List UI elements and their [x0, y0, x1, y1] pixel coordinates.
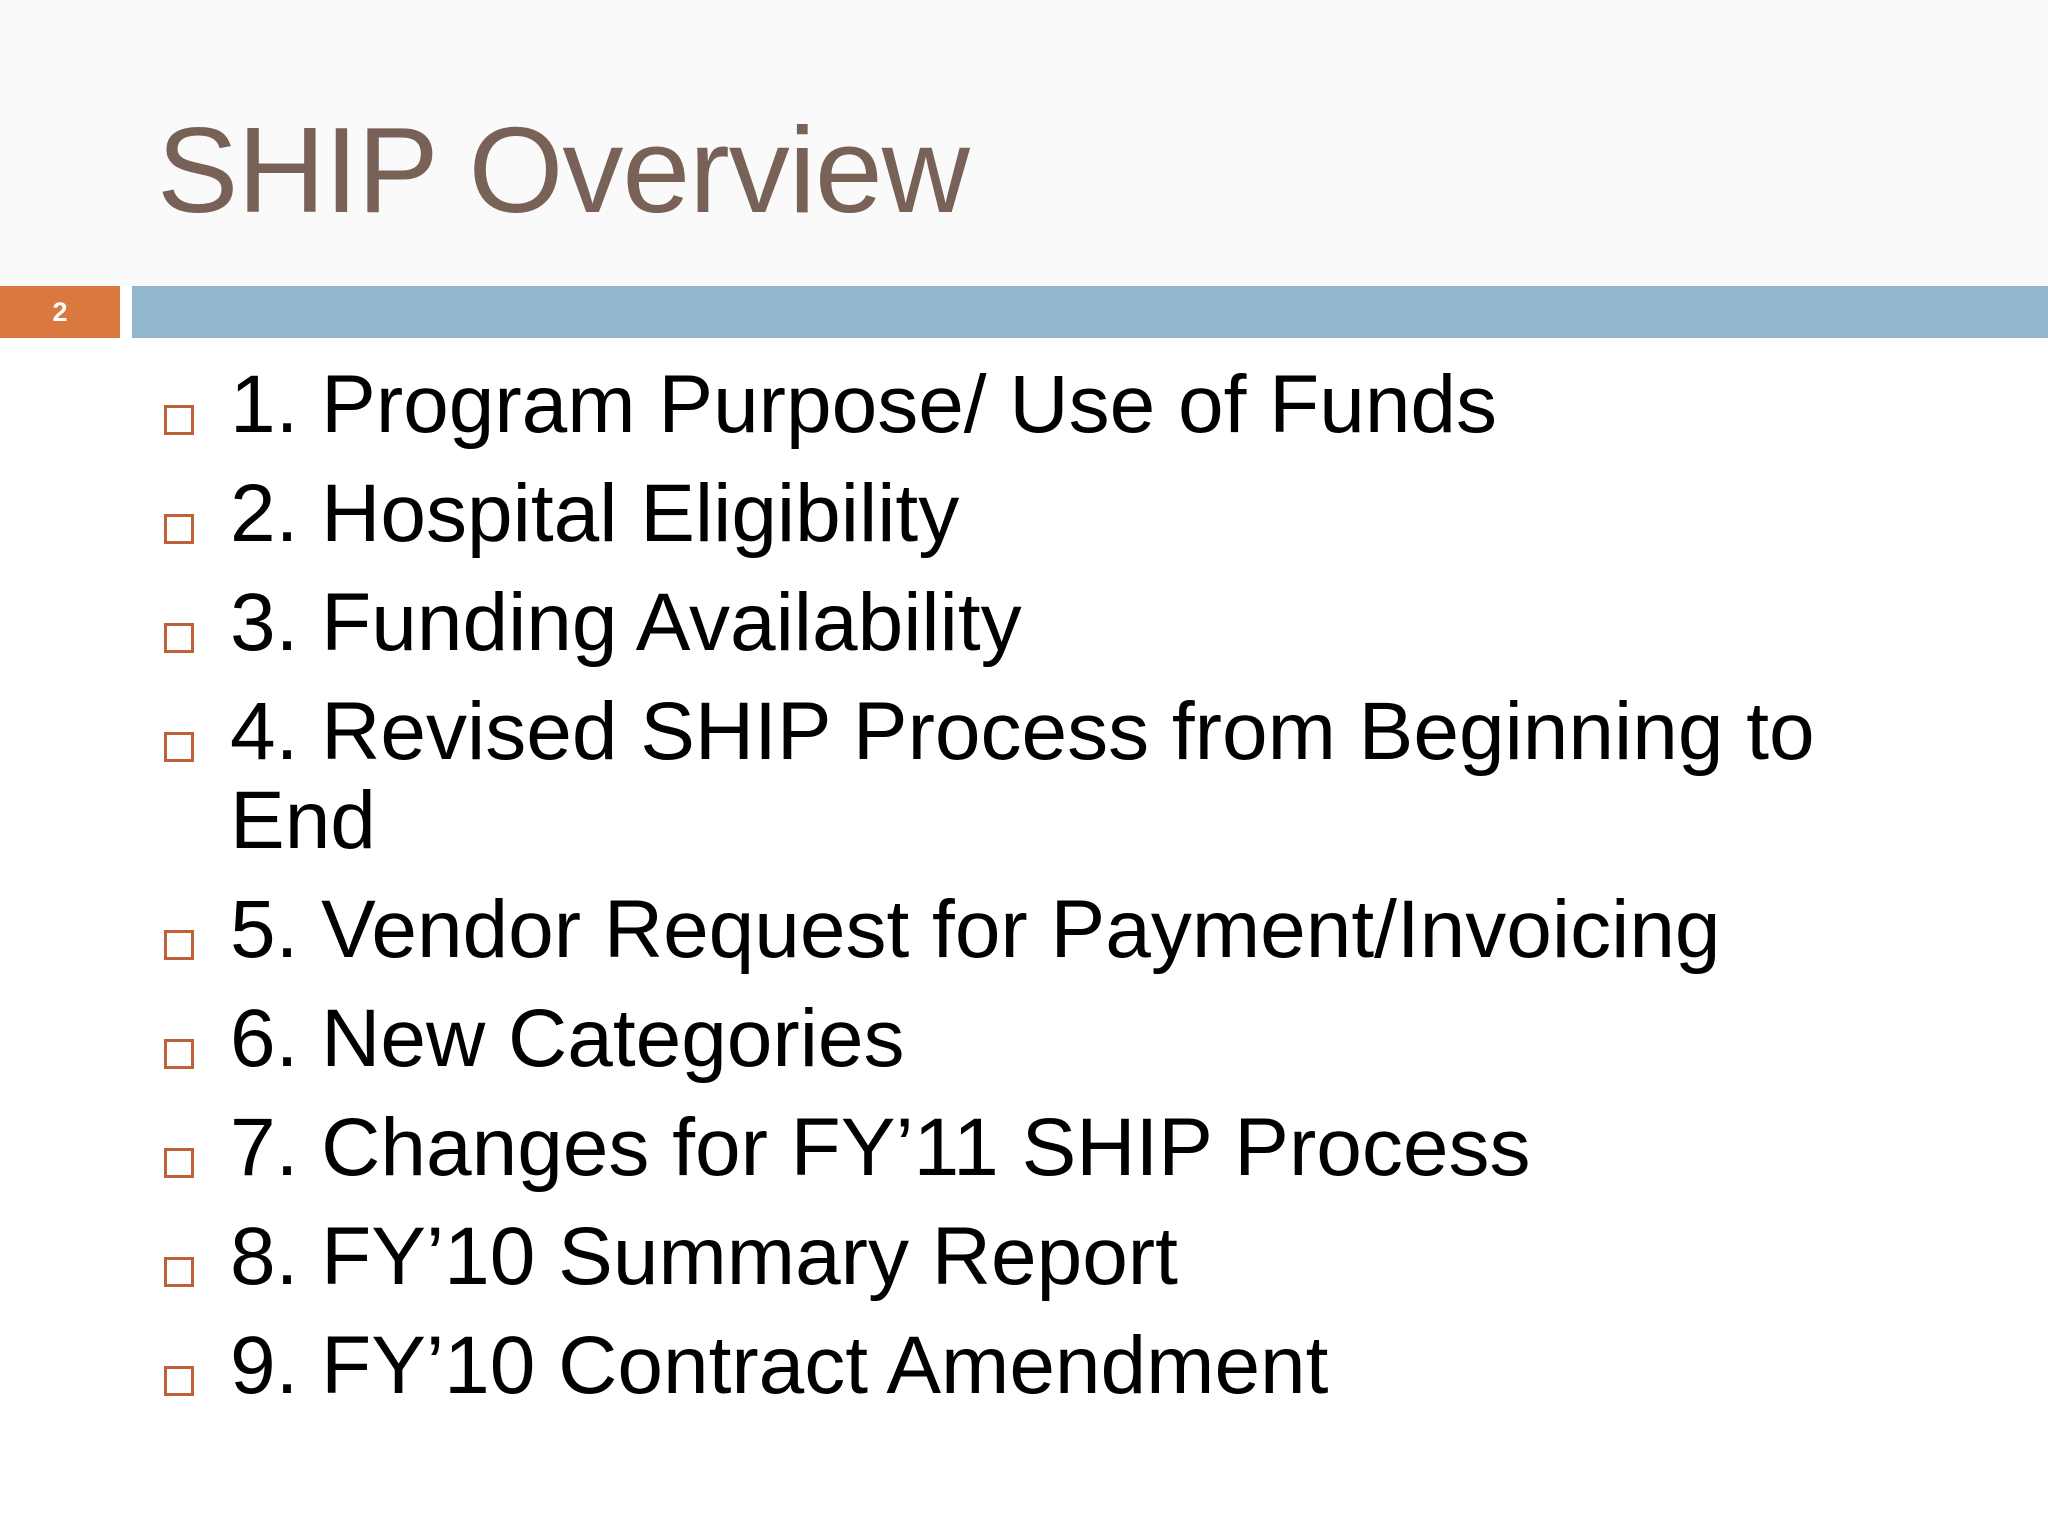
hollow-square-bullet-icon [164, 623, 194, 653]
bullet-text: 3. Funding Availability [230, 577, 1022, 668]
bullet-item [158, 1103, 1858, 1192]
bullet-text: 6. New Categories [230, 993, 905, 1084]
accent-bar [132, 286, 2048, 338]
hollow-square-bullet-icon [164, 1148, 194, 1178]
slide-number: 2 [52, 296, 68, 327]
slide-title: SHIP Overview [157, 102, 969, 238]
bullet-item [158, 360, 1858, 449]
bullet-list [158, 360, 1858, 1430]
hollow-square-bullet-icon [164, 514, 194, 544]
bullet-item [158, 994, 1858, 1083]
bullet-item [158, 1321, 1858, 1410]
bullet-item [158, 885, 1858, 974]
bullet-item [158, 687, 1858, 865]
hollow-square-bullet-icon [164, 1366, 194, 1396]
bullet-item [158, 469, 1858, 558]
bullet-text: 2. Hospital Eligibility [230, 468, 960, 559]
bullet-text: 7. Changes for FY’11 SHIP Process [230, 1102, 1531, 1193]
hollow-square-bullet-icon [164, 1039, 194, 1069]
bullet-item [158, 1212, 1858, 1301]
hollow-square-bullet-icon [164, 732, 194, 762]
bullet-item [158, 578, 1858, 667]
hollow-square-bullet-icon [164, 930, 194, 960]
hollow-square-bullet-icon [164, 1257, 194, 1287]
bullet-text: 4. Revised SHIP Process from Beginning to End [230, 686, 1815, 866]
bullet-text: 8. FY’10 Summary Report [230, 1211, 1178, 1302]
slide-number-box [0, 286, 120, 338]
bullet-text: 9. FY’10 Contract Amendment [230, 1320, 1329, 1411]
bullet-text: 1. Program Purpose/ Use of Funds [230, 359, 1498, 450]
hollow-square-bullet-icon [164, 405, 194, 435]
bullet-text: 5. Vendor Request for Payment/Invoicing [230, 884, 1721, 975]
